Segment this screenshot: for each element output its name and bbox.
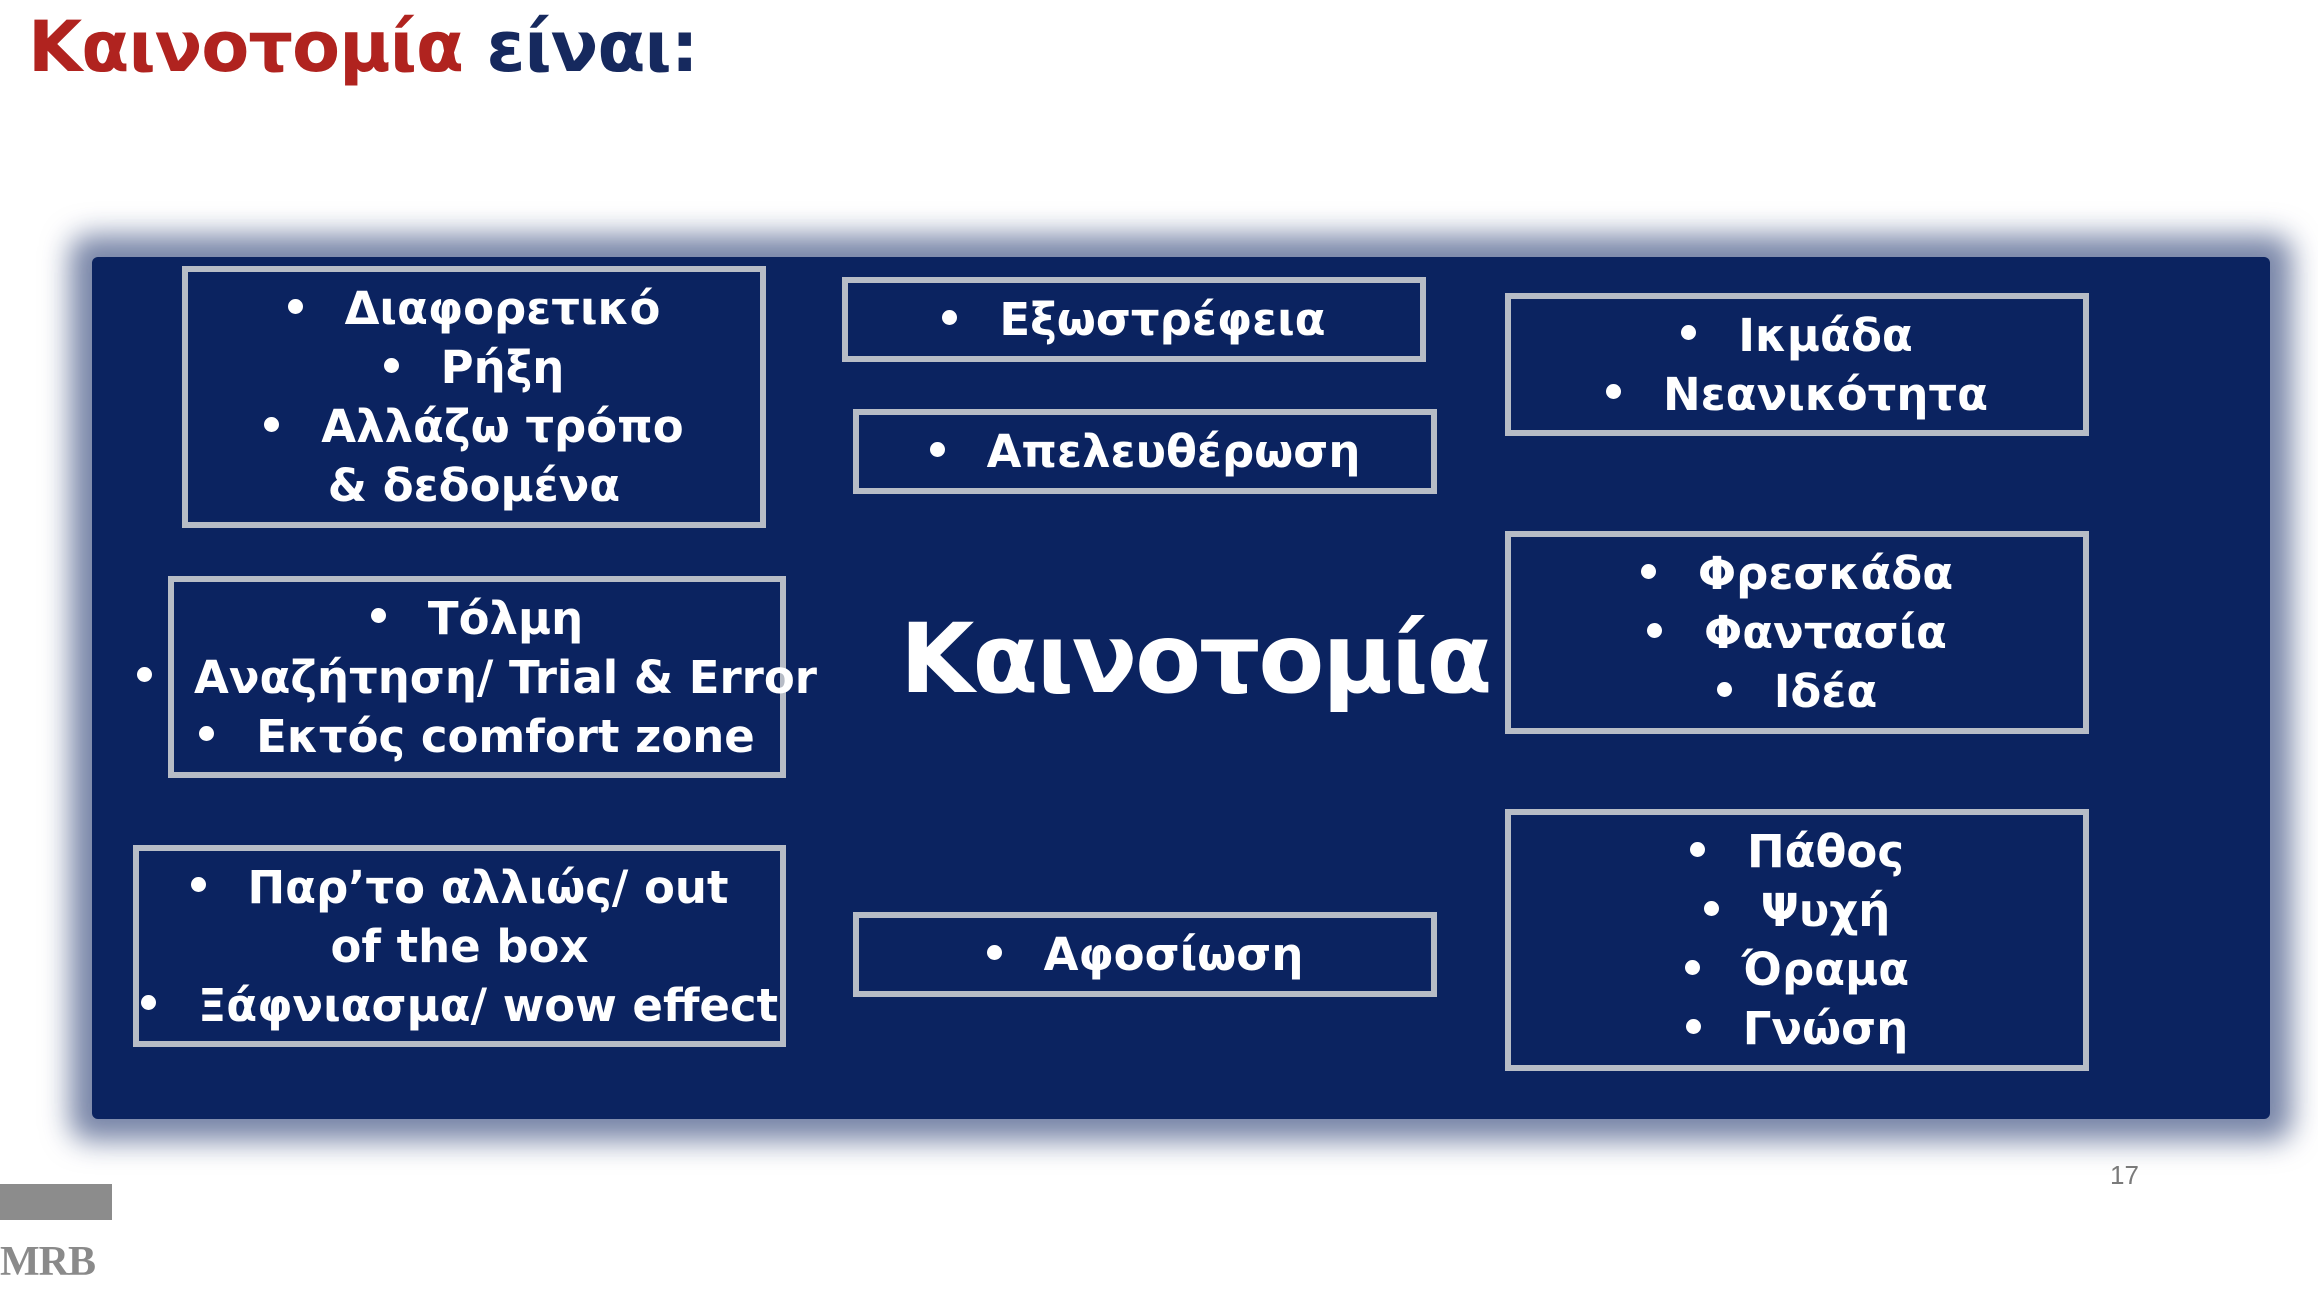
box-freshness [1505, 531, 2089, 734]
bullet-icon [1681, 325, 1696, 340]
bullet-icon [199, 726, 214, 741]
bullet-icon [1717, 682, 1732, 697]
box-vigor [1505, 293, 2089, 436]
box-out-of-the-box [133, 845, 786, 1047]
box-extroversion [842, 277, 1426, 362]
title-word-is: είναι: [486, 6, 698, 88]
list-item: Απελευθέρωση [930, 422, 1361, 481]
box-liberation [853, 409, 1437, 494]
bullet-icon [141, 995, 156, 1010]
bullet-icon [1641, 564, 1656, 579]
page-number: 17 [2110, 1160, 2139, 1190]
list-item: Αναζήτηση/ Trial & Error [137, 648, 817, 707]
list-item: Παρ’το αλλιώς/ out of the box [159, 858, 759, 976]
bullet-icon [1690, 842, 1705, 857]
list-item: Διαφορετικό [264, 279, 684, 338]
bullet-icon [384, 358, 399, 373]
list-item: Ιδέα [1641, 662, 1953, 721]
list-item: Ικμάδα [1606, 306, 1988, 365]
center-heading: Καινοτομία [900, 603, 1491, 715]
list-item: Νεανικότητα [1606, 365, 1988, 424]
logo-bar [0, 1184, 112, 1220]
list-item: Αφοσίωση [987, 925, 1304, 984]
box-passion [1505, 809, 2089, 1071]
bullet-icon [942, 310, 957, 325]
list-item: Αλλάζω τρόπο & δεδομένα [264, 397, 684, 515]
slide-title [28, 6, 698, 88]
bullet-icon [1647, 623, 1662, 638]
list-item: Ξάφνιασμα/ wow effect [141, 976, 778, 1035]
list-item: Ψυχή [1685, 881, 1909, 940]
logo-text: MRB [0, 1239, 95, 1285]
list-item: Ρήξη [264, 338, 684, 397]
list-item: Φρεσκάδα [1641, 544, 1953, 603]
list-item: Φαντασία [1641, 603, 1953, 662]
mrb-logo [0, 1184, 112, 1290]
bullet-icon [987, 945, 1002, 960]
bullet-icon [191, 877, 206, 892]
box-dedication [853, 912, 1437, 997]
box-different [182, 266, 766, 528]
bullet-icon [1606, 384, 1621, 399]
list-item: Γνώση [1685, 999, 1909, 1058]
title-word-innovation: Καινοτομία [28, 6, 464, 88]
bullet-icon [1685, 960, 1700, 975]
list-item: Εξωστρέφεια [942, 290, 1325, 349]
list-item: Όραμα [1685, 940, 1909, 999]
bullet-icon [288, 299, 303, 314]
list-item: Τόλμη [137, 589, 817, 648]
bullet-icon [1686, 1019, 1701, 1034]
bullet-icon [1704, 901, 1719, 916]
list-item: Πάθος [1685, 822, 1909, 881]
bullet-icon [930, 442, 945, 457]
box-boldness [168, 576, 817, 778]
bullet-icon [137, 667, 152, 682]
bullet-icon [371, 608, 386, 623]
list-item: Εκτός comfort zone [137, 707, 817, 766]
bullet-icon [264, 417, 279, 432]
